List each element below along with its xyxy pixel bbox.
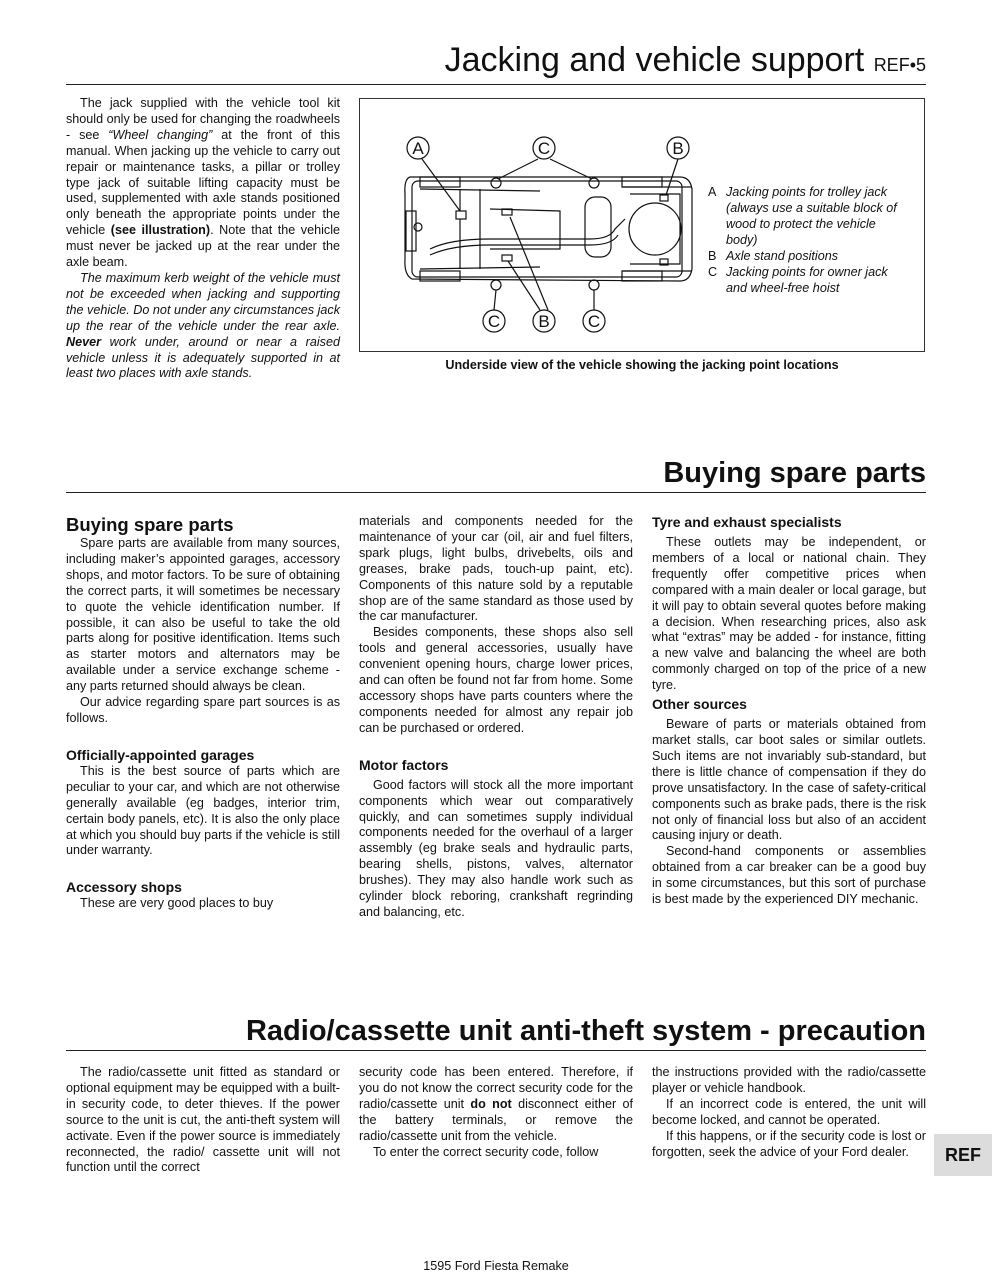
page-footer: 1595 Ford Fiesta Remake <box>423 1259 569 1273</box>
jacking-paragraph-2: The maximum kerb weight of the vehicle must not be exceeded when jacking and supporting the vehicle. Do not under any circumstances jack up the rear of the vehicle under the rear axle. Never work under, around or near a raised vehicle unless it is adequately supported in at least two places with axle stands. <box>66 270 340 381</box>
radio-rule <box>66 1050 926 1051</box>
spare-col-1 <box>66 514 340 912</box>
other-text-2: Second-hand components or assemblies obtained from a car breaker can be a good buy in some circumstances, but this sort of purchase is best made by the experienced DIY mechanic. <box>652 844 926 907</box>
radio-text-5: If an incorrect code is entered, the unit will become locked, and cannot be operated. <box>652 1096 926 1127</box>
heading-garages: Officially-appointed garages <box>66 746 255 763</box>
page-title <box>445 38 926 87</box>
spare-parts-rule <box>66 492 926 493</box>
radio-text-4: the instructions provided with the radio/cassette player or vehicle handbook. <box>652 1065 926 1095</box>
radio-text-6: If this happens, or if the security code is lost or forgotten, seek the advice of your Ford dealer. <box>652 1128 926 1159</box>
spare-subtitle: Buying spare parts <box>66 514 234 535</box>
heading-accessory: Accessory shops <box>66 879 182 896</box>
header-rule <box>66 84 926 85</box>
radio-col-2 <box>359 1065 633 1160</box>
legend-item: B Axle stand positions <box>708 249 839 263</box>
radio-text-3: To enter the correct security code, follow <box>373 1144 599 1159</box>
callout-label-c-bottom-left: C <box>487 312 501 331</box>
page-title-text: Jacking and vehicle support <box>444 41 865 79</box>
section-title-radio: Radio/cassette unit anti-theft system - precaution <box>245 1015 926 1047</box>
callout-label-c-top: C <box>537 139 551 158</box>
section-title-spare-parts: Buying spare parts <box>663 457 926 489</box>
radio-col-3 <box>652 1065 926 1160</box>
other-text-1: Beware of parts or materials obtained from market stalls, car boot sales or similar outlets. Such items are not invariably sub-standard, but there is little chance of compensation if they do prove unsatisfactory. In the case of safety-critical components such as brake pads, there is the risk not only of financial loss but also of an accident causing injury or death. <box>652 717 926 843</box>
tyre-text: These outlets may be independent, or members of a local or national chain. They frequently offer competitive prices when compared with a main dealer or local garage, but it will pay to obtain several quotes before making a decision. When researching prices, also ask what “extras” may be added - for instance, fitting a new valve and balancing the wheel are both commonly charged on top of the price of a new tyre. <box>652 535 926 693</box>
jacking-text <box>66 96 340 382</box>
garages-text: This is the best source of parts which are peculiar to your car, and which are not otherwise generally available (eg badges, interior trim, certain body panels, etc). It is also the only place at which you should buy parts if the vehicle is still under warranty. <box>66 763 340 858</box>
figure-legend <box>708 184 908 296</box>
heading-factors: Motor factors <box>359 756 449 773</box>
figure-caption: Underside view of the vehicle showing the jacking point locations <box>445 358 839 372</box>
spare-col-3 <box>652 514 926 908</box>
accessory-text-2: materials and components needed for the maintenance of your car (oil, air and fuel filters, spark plugs, light bulbs, drivebelts, oils and greases, brake pads, touch-up paint, etc). Components of this nature sold by a reputable shop are of the same standard as those used by the car manufacturer. <box>359 514 633 624</box>
heading-tyre: Tyre and exhaust specialists <box>652 514 842 530</box>
callout-label-a: A <box>412 139 424 158</box>
legend-item: A Jacking points for trolley jack (always use a suitable block of wood to protect the vehicle body) <box>708 185 897 247</box>
legend-item: C Jacking points for owner jack and wheel-free hoist <box>708 265 888 295</box>
callout-label-b-top: B <box>672 139 684 158</box>
factors-text: Good factors will stock all the more important components which wear out comparatively quickly, and can sometimes supply individual components needed for the overhaul of a larger assembly (eg brake seals and hydraulic parts, bearing shells, pistons, valves, alternator brushes). They may also handle work such as cylinder block reboring, crankshaft regrinding and balancing, etc. <box>359 777 633 919</box>
radio-col-1 <box>66 1065 340 1176</box>
page-ref: REF•5 <box>873 55 926 75</box>
radio-text-2: security code has been entered. Therefore, if you do not know the correct security code for the radio/cassette unit do not disconnect either of the battery terminals, or remove the radio/cassette unit from the vehicle. <box>359 1065 633 1143</box>
spare-col-2 <box>359 514 633 921</box>
callout-label-c-bottom-right: C <box>587 312 601 331</box>
spare-intro-2: Our advice regarding spare part sources is as follows. <box>66 695 340 725</box>
radio-text-1: The radio/cassette unit fitted as standard or optional equipment may be equipped with a built-in security code, to deter thieves. If the power source to the unit is cut, the anti-theft system will activate. Even if the power source is immediately reconnected, the radio/ cassette unit will not function until the correct <box>66 1065 340 1175</box>
jacking-paragraph-1: The jack supplied with the vehicle tool kit should only be used for changing the roadwheels - see “Wheel changing” at the front of this manual. When jacking up the vehicle to carry out repair or maintenance tasks, a pillar or trolley type jack of suitable lifting capacity must be used, supplemented with axle stands positioned only beneath the appropriate points under the vehicle (see illustration). Note that the vehicle must never be jacked up at the rear under the axle beam. <box>66 96 341 270</box>
ref-tab: REF <box>934 1134 992 1176</box>
spare-intro-1: Spare parts are available from many sources, including maker’s appointed garages, accessory shops, and motor factors. To be sure of obtaining the correct parts, it will sometimes be necessary to quote the vehicle identification number. If possible, it can also be useful to take the old parts along for positive identification. Items such as starter motors and alternators may be available under a service exchange scheme - any parts returned should always be clean. <box>66 536 340 694</box>
callout-label-b-bottom: B <box>538 312 550 331</box>
heading-other: Other sources <box>652 696 747 713</box>
accessory-text-1: These are very good places to buy <box>80 896 274 911</box>
accessory-text-3: Besides components, these shops also sell tools and general accessories, usually have convenient opening hours, charge lower prices, and can often be found not far from home. Some accessory shops have parts counters where the components needed for almost any repair job can be purchased or ordered. <box>359 625 633 735</box>
